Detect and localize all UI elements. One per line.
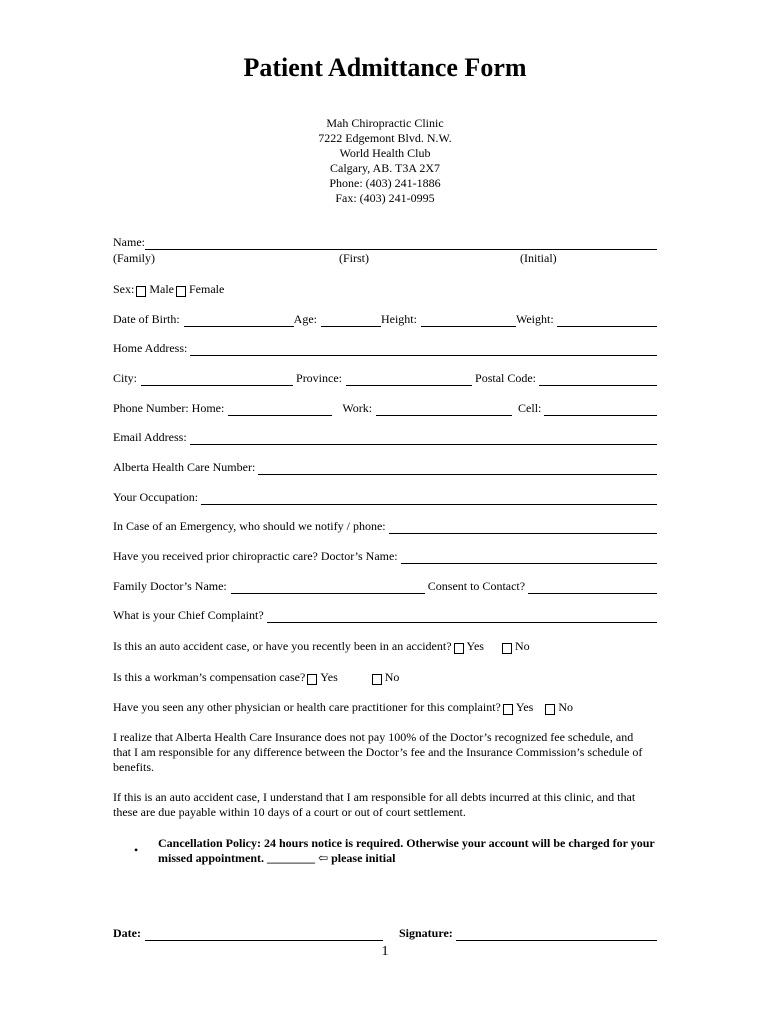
height-label: Height:	[380, 312, 417, 326]
male-label: Male	[149, 282, 174, 296]
work-label: Work:	[342, 401, 373, 415]
family-doctor-row	[113, 579, 657, 594]
name-row	[113, 235, 657, 250]
province-label: Province:	[296, 371, 343, 385]
height-field[interactable]	[421, 314, 516, 327]
clinic-address-block	[0, 116, 770, 206]
physician-question-row	[113, 700, 657, 715]
postal-label: Postal Code:	[475, 371, 537, 385]
female-checkbox[interactable]	[176, 286, 186, 297]
name-sub-first: (First)	[339, 251, 369, 265]
email-label: Email Address:	[113, 430, 187, 444]
health-care-row	[113, 460, 657, 475]
cell-phone-field[interactable]	[544, 403, 657, 416]
home-address-row	[113, 341, 657, 356]
emergency-label: In Case of an Emergency, who should we notify / phone:	[113, 519, 386, 533]
weight-field[interactable]	[557, 314, 657, 327]
emergency-row	[113, 519, 657, 534]
accident-no-label: No	[514, 639, 530, 653]
complaint-label: What is your Chief Complaint?	[113, 608, 264, 622]
dob-label: Date of Birth:	[113, 312, 180, 326]
clinic-name: Mah Chiropractic Clinic	[326, 116, 444, 130]
physician-no-label: No	[558, 700, 573, 714]
health-care-field[interactable]	[258, 462, 657, 475]
phone-row	[113, 401, 657, 416]
emergency-field[interactable]	[389, 521, 657, 534]
postal-field[interactable]	[539, 373, 657, 386]
workman-question-row	[113, 670, 657, 685]
home-address-field[interactable]	[190, 343, 657, 356]
family-doctor-field[interactable]	[231, 581, 425, 594]
name-sub-family: (Family)	[113, 251, 155, 265]
workman-yes-checkbox[interactable]	[307, 674, 317, 685]
email-row	[113, 430, 657, 445]
name-label: Name:	[113, 235, 145, 249]
left-arrow-icon: ⇦	[318, 851, 329, 865]
occupation-row	[113, 490, 657, 505]
consent-label: Consent to Contact?	[427, 579, 526, 593]
complaint-field[interactable]	[267, 610, 657, 623]
signature-row	[113, 926, 657, 941]
prior-care-label: Have you received prior chiropractic care? Doctor’s Name:	[113, 549, 398, 563]
prior-care-row	[113, 549, 657, 564]
insurance-paragraph: I realize that Alberta Health Care Insurance does not pay 100% of the Doctor’s recognized fee schedule, and that I am responsible for any difference between the Doctor’s fee and the Insurance Commission’s schedule of benefits.	[113, 730, 643, 774]
clinic-fax: Fax: (403) 241-0995	[335, 191, 435, 205]
complaint-row	[113, 608, 657, 623]
male-checkbox[interactable]	[136, 286, 146, 297]
dob-field[interactable]	[184, 314, 294, 327]
work-phone-field[interactable]	[376, 403, 512, 416]
weight-label: Weight:	[515, 312, 554, 326]
age-label: Age:	[293, 312, 317, 326]
date-label: Date:	[113, 926, 141, 940]
accident-no-checkbox[interactable]	[502, 643, 512, 654]
date-field[interactable]	[145, 928, 383, 941]
accident-yes-checkbox[interactable]	[454, 643, 464, 654]
health-care-label: Alberta Health Care Number:	[113, 460, 256, 474]
signature-field[interactable]	[456, 928, 657, 941]
occupation-label: Your Occupation:	[113, 490, 199, 504]
occupation-field[interactable]	[201, 492, 657, 505]
cancellation-policy	[158, 836, 658, 866]
city-label: City:	[113, 371, 138, 385]
sex-row	[113, 282, 657, 297]
female-label: Female	[189, 282, 225, 296]
name-subtitles	[113, 251, 657, 266]
home-phone-field[interactable]	[228, 403, 332, 416]
workman-no-label: No	[384, 670, 400, 684]
please-initial-label: please initial	[331, 851, 396, 865]
policy-bullet: •	[134, 843, 139, 857]
clinic-city: Calgary, AB. T3A 2X7	[330, 161, 440, 175]
physician-question-text: Have you seen any other physician or health care practitioner for this complaint?	[113, 700, 501, 714]
clinic-phone: Phone: (403) 241-1886	[329, 176, 441, 190]
policy-text: Cancellation Policy: 24 hours notice is required. Otherwise your account will be charged for your missed appointment.	[158, 836, 655, 865]
home-address-label: Home Address:	[113, 341, 188, 355]
sex-label: Sex:	[113, 282, 135, 296]
page-number: 1	[381, 944, 389, 959]
cell-label: Cell:	[518, 401, 542, 415]
initial-blank[interactable]: ________	[267, 851, 316, 865]
signature-label: Signature:	[398, 926, 453, 940]
page-title: Patient Admittance Form	[243, 53, 527, 82]
clinic-building: World Health Club	[339, 146, 431, 160]
prior-care-field[interactable]	[401, 551, 657, 564]
physician-yes-label: Yes	[515, 700, 534, 714]
city-field[interactable]	[141, 373, 293, 386]
physician-yes-checkbox[interactable]	[503, 704, 513, 715]
accident-question-text: Is this an auto accident case, or have you recently been in an accident?	[113, 639, 452, 653]
age-field[interactable]	[321, 314, 381, 327]
city-row	[113, 371, 657, 386]
dob-row	[113, 312, 657, 327]
name-field[interactable]	[145, 237, 657, 250]
phone-home-label: Phone Number: Home:	[113, 401, 225, 415]
province-field[interactable]	[346, 373, 472, 386]
email-field[interactable]	[190, 432, 657, 445]
family-doctor-label: Family Doctor’s Name:	[113, 579, 227, 593]
workman-yes-label: Yes	[320, 670, 338, 684]
clinic-street: 7222 Edgemont Blvd. N.W.	[318, 131, 452, 145]
workman-no-checkbox[interactable]	[372, 674, 382, 685]
accident-question-row	[113, 639, 657, 654]
consent-field[interactable]	[528, 581, 657, 594]
workman-question-text: Is this a workman’s compensation case?	[113, 670, 306, 684]
accident-yes-label: Yes	[466, 639, 484, 653]
physician-no-checkbox[interactable]	[545, 704, 555, 715]
name-sub-initial: (Initial)	[520, 251, 557, 265]
accident-paragraph: If this is an auto accident case, I understand that I am responsible for all debts incurred at this clinic, and that these are due payable within 10 days of a court or out of court settlement.	[113, 790, 636, 819]
